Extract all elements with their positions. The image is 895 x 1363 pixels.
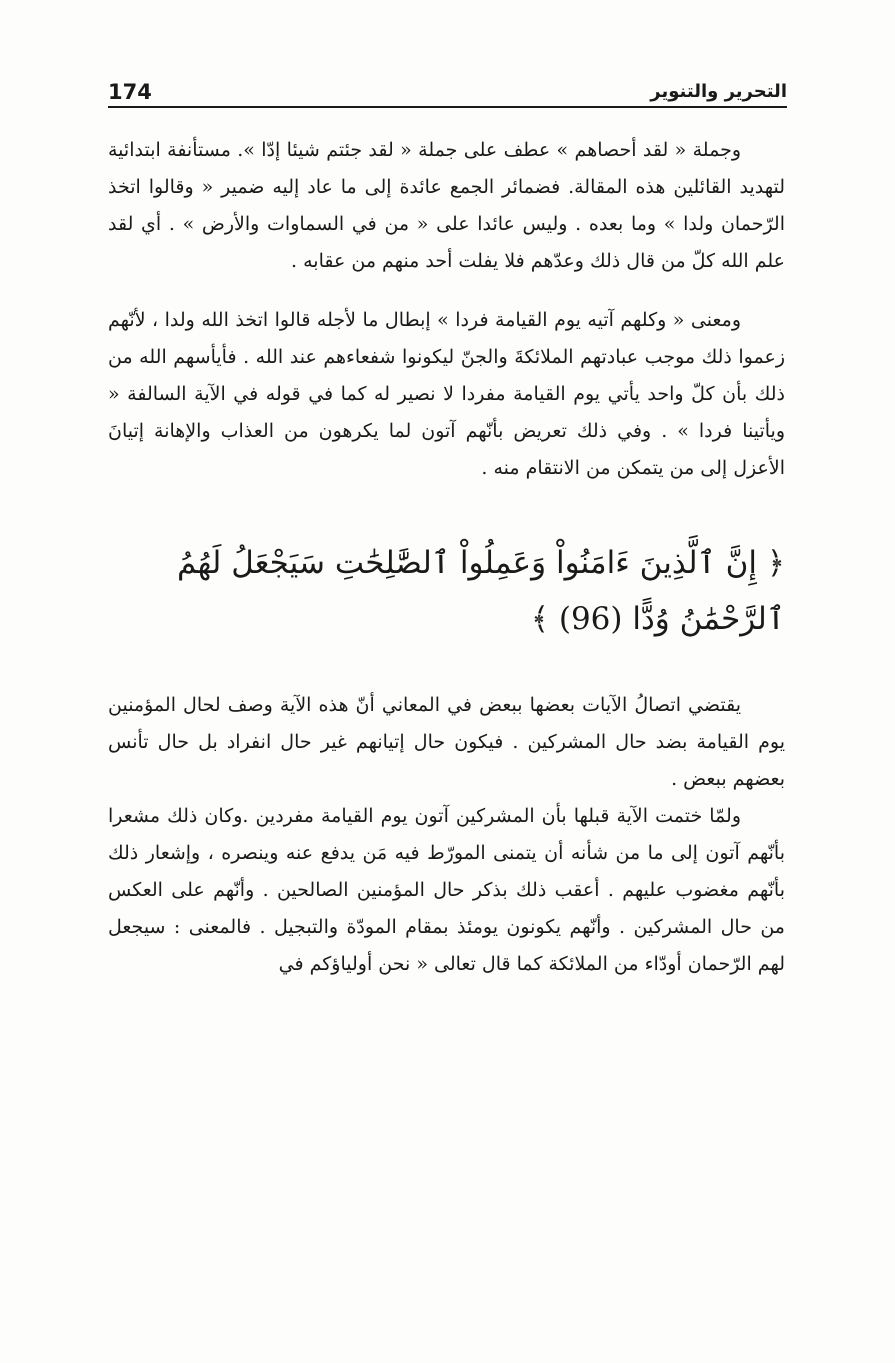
page-number: 174 [108, 80, 152, 104]
page-body [108, 132, 785, 983]
quran-verse: ﴿ إِنَّ ٱلَّذِينَ ءَامَنُواْ وَعَمِلُواْ ٱلصَّٰلِحَٰتِ سَيَجْعَلُ لَهُمُ ٱلرَّحْمَٰنُ وُدًّا (96) ﴾ [176, 545, 785, 637]
paragraph-2: ومعنى « وكلهم آتيه يوم القيامة فردا » إبطال ما لأجله قالوا اتخذ الله ولدا ، لأنّهم زعموا ذلك موجب عبادتهم الملائكةَ والجنّ ليكونوا شفعاءهم عند الله . فأيأسهم الله من ذلك بأن كلّ واحد يأتي يوم القيامة مفردا لا نصير له كما في قوله في الآية السالفة « ويأتينا فردا » . وفي ذلك تعريض بأنّهم آتون لما يكرهون من العذاب والإهانة إتيانَ الأعزل إلى من يتمكن من الانتقام منه . [108, 309, 785, 479]
header-rule [108, 106, 787, 108]
paragraph-3: يقتضي اتصالُ الآيات بعضها ببعض في المعاني أنّ هذه الآية وصف لحال المؤمنين يوم القيامة بضد حال المشركين . فيكون حال إتيانهم غير حال انفراد بل حال تأنس بعضهم ببعض . [108, 694, 785, 790]
page-header [108, 78, 787, 108]
running-title: التحرير والتنوير [650, 81, 787, 102]
paragraph-4: ولمّا ختمت الآية قبلها بأن المشركين آتون يوم القيامة مفردين .وكان ذلك مشعرا بأنّهم آتون إلى ما من شأنه أن يتمنى المورّط فيه مَن يدفع عنه وينصره ، وإشعار ذلك بأنّهم مغضوب عليهم . أعقب ذلك بذكر حال المؤمنين الصالحين . وأنّهم على العكس من حال المشركين . وأنّهم يكونون يومئذ بمقام المودّة والتبجيل . فالمعنى : سيجعل لهم الرّحمان أودّاء من الملائكة كما قال تعالى « نحن أولياؤكم في [108, 805, 785, 975]
paragraph-1: وجملة « لقد أحصاهم » عطف على جملة « لقد جئتم شيئا إدّا ». مستأنفة ابتدائية لتهديد القائلين هذه المقالة. فضمائر الجمع عائدة إلى ما عاد إليه ضمير « وقالوا اتخذ الرّحمان ولدا » وما بعده . وليس عائدا على « من في السماوات والأرض » . أي لقد علم الله كلّ من قال ذلك وعدّهم فلا يفلت أحد منهم من عقابه . [108, 139, 785, 272]
